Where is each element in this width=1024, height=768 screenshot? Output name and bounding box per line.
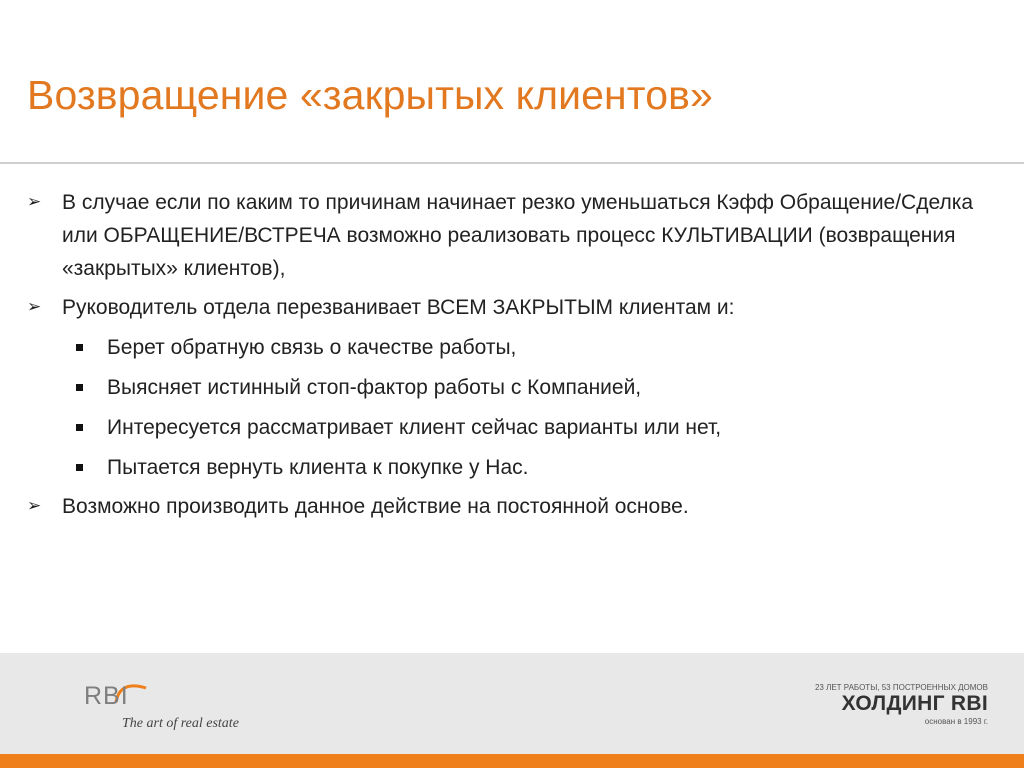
- company-logo: [84, 672, 264, 742]
- sub-list-item: [27, 331, 987, 364]
- sub-list-item-text: Интересуется рассматривает клиент сейчас варианты или нет,: [107, 416, 722, 439]
- holding-logo-bottom-line: основан в 1993 г.: [924, 717, 988, 726]
- square-bullet-icon: [76, 424, 83, 431]
- list-item-text: В случае если по каким то причинам начинает резко уменьшаться Кэфф Обращение/Сделка или ОБРАЩЕНИЕ/ВСТРЕЧА возможно реализовать процесс КУЛЬТИВАЦИИ (возвращения «закрытых» клиентов),: [62, 191, 974, 280]
- holding-logo-name: ХОЛДИНГ RBI: [841, 692, 988, 715]
- sub-list-item: [27, 451, 987, 484]
- list-item-text: Возможно производить данное действие на постоянной основе.: [62, 495, 689, 518]
- title-divider: [0, 162, 1024, 164]
- arrow-bullet-icon: ➢: [27, 192, 42, 212]
- footer-accent-stripe: [0, 754, 1024, 768]
- sub-list-item: [27, 371, 987, 404]
- sub-list-item-text: Берет обратную связь о качестве работы,: [107, 336, 517, 359]
- logo-brand-text: RBI: [84, 682, 129, 710]
- arrow-bullet-icon: ➢: [27, 297, 42, 317]
- holding-logo: [814, 683, 998, 733]
- arrow-bullet-icon: ➢: [27, 496, 42, 516]
- square-bullet-icon: [76, 384, 83, 391]
- list-item-text: Руководитель отдела перезванивает ВСЕМ ЗАКРЫТЫМ клиентам и:: [62, 296, 735, 319]
- logo-tagline: The art of real estate: [122, 716, 239, 731]
- slide-title: Возвращение «закрытых клиентов»: [27, 72, 713, 118]
- sub-list-item: [27, 411, 987, 444]
- sub-list-item-text: Выясняет истинный стоп-фактор работы с Компанией,: [107, 376, 642, 399]
- holding-logo-top-line: 23 ЛЕТ РАБОТЫ, 53 ПОСТРОЕННЫХ ДОМОВ: [814, 683, 988, 692]
- list-item: [27, 291, 987, 324]
- list-item: [27, 490, 987, 523]
- square-bullet-icon: [76, 344, 83, 351]
- sub-list-item-text: Пытается вернуть клиента к покупке у Нас.: [107, 456, 529, 479]
- square-bullet-icon: [76, 464, 83, 471]
- list-item: [27, 186, 987, 285]
- slide-content: [27, 186, 987, 523]
